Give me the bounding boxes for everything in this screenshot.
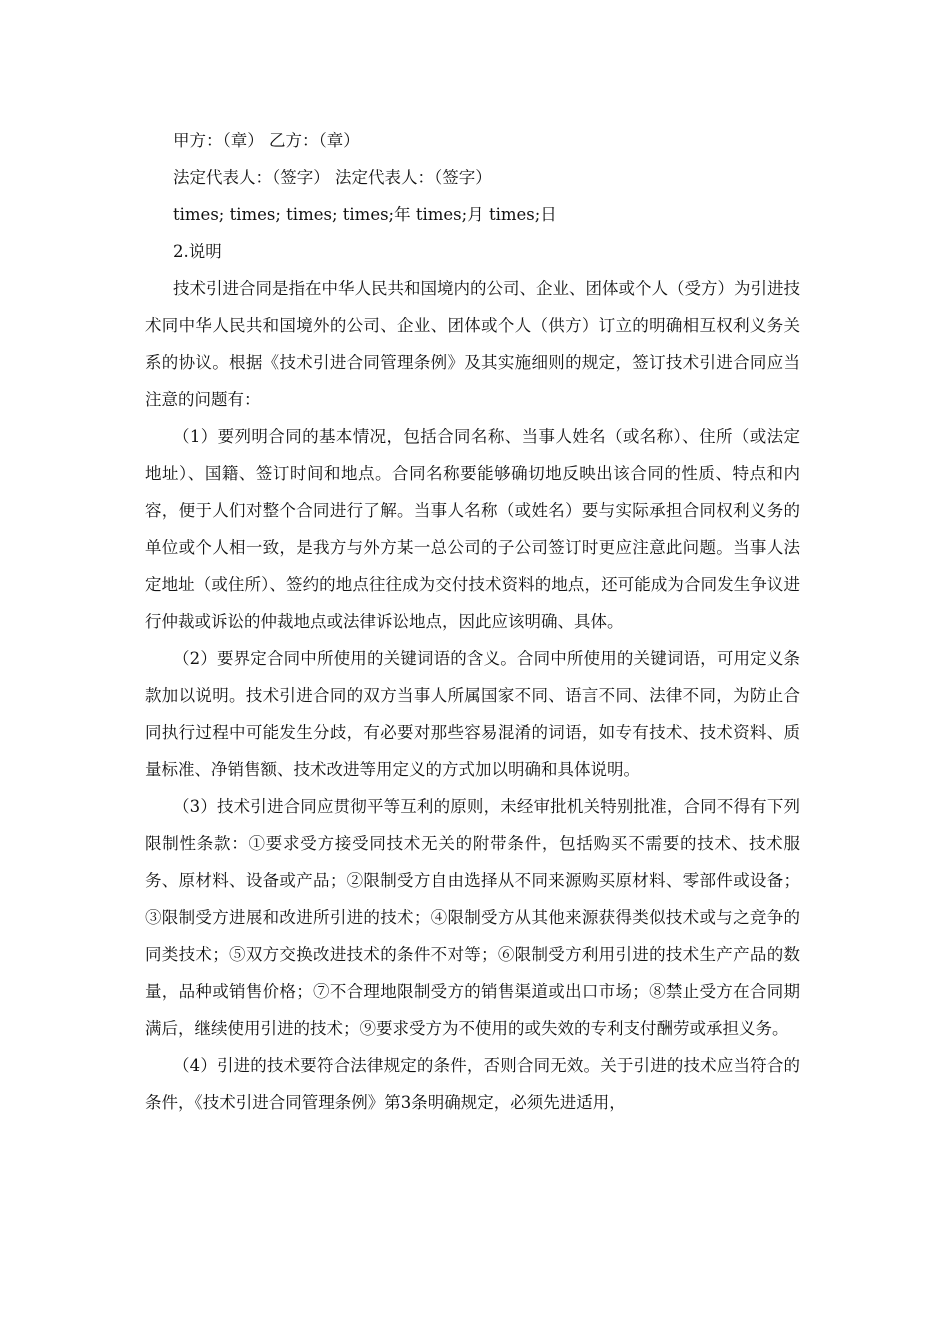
paragraph-item-2: （2）要界定合同中所使用的关键词语的含义。合同中所使用的关键词语，可用定义条款加以说明。技术引进合同的双方当事人所属国家不同、语言不同、法律不同，为防止合同执行过程中可能发生分歧，有必要对那些容易混淆的词语，如专有技术、技术资料、质量标准、净销售额、技术改进等用定义的方式加以明确和具体说明。: [145, 649, 800, 779]
paragraph-item-3: （3）技术引进合同应贯彻平等互利的原则，未经审批机关特别批准，合同不得有下列限制性条款：①要求受方接受同技术无关的附带条件，包括购买不需要的技术、技术服务、原材料、设备或产品；②限制受方自由选择从不同来源购买原材料、零部件或设备；③限制受方进展和改进所引进的技术；④限制受方从其他来源获得类似技术或与之竞争的同类技术；⑤双方交换改进技术的条件不对等；⑥限制受方利用引进的技术生产产品的数量，品种或销售价格；⑦不合理地限制受方的销售渠道或出口市场；⑧禁止受方在合同期满后，继续使用引进的技术；⑨要求受方为不使用的或失效的专利支付酬劳或承担义务。: [145, 797, 800, 1038]
paragraph-item-4: （4）引进的技术要符合法律规定的条件，否则合同无效。关于引进的技术应当符合的条件，《技术引进合同管理条例》第3条明确规定，必须先进适用，: [145, 1056, 800, 1112]
signature-line-representatives: 法定代表人：（签字） 法定代表人：（签字）: [173, 168, 492, 187]
paragraph-item-1: （1）要列明合同的基本情况，包括合同名称、当事人姓名（或名称）、住所（或法定地址）、国籍、签订时间和地点。合同名称要能够确切地反映出该合同的性质、特点和内容，便于人们对整个合同进行了解。当事人名称（或姓名）要与实际承担合同权利义务的单位或个人相一致，是我方与外方某一总公司的子公司签订时更应注意此问题。当事人法定地址（或住所）、签约的地点往往成为交付技术资料的地点，还可能成为合同发生争议进行仲裁或诉讼的仲裁地点或法律诉讼地点，因此应该明确、具体。: [145, 427, 800, 631]
signature-line-parties: 甲方：（章） 乙方：（章）: [173, 131, 360, 150]
signature-line-date: times; times; times; times;年 times;月 times;日: [173, 205, 557, 224]
section-title: 2.说明: [173, 242, 222, 261]
paragraph-intro: 技术引进合同是指在中华人民共和国境内的公司、企业、团体或个人（受方）为引进技术同中华人民共和国境外的公司、企业、团体或个人（供方）订立的明确相互权利义务关系的协议。根据《技术引进合同管理条例》及其实施细则的规定，签订技术引进合同应当注意的问题有：: [145, 279, 800, 409]
document-body: [145, 122, 800, 1121]
